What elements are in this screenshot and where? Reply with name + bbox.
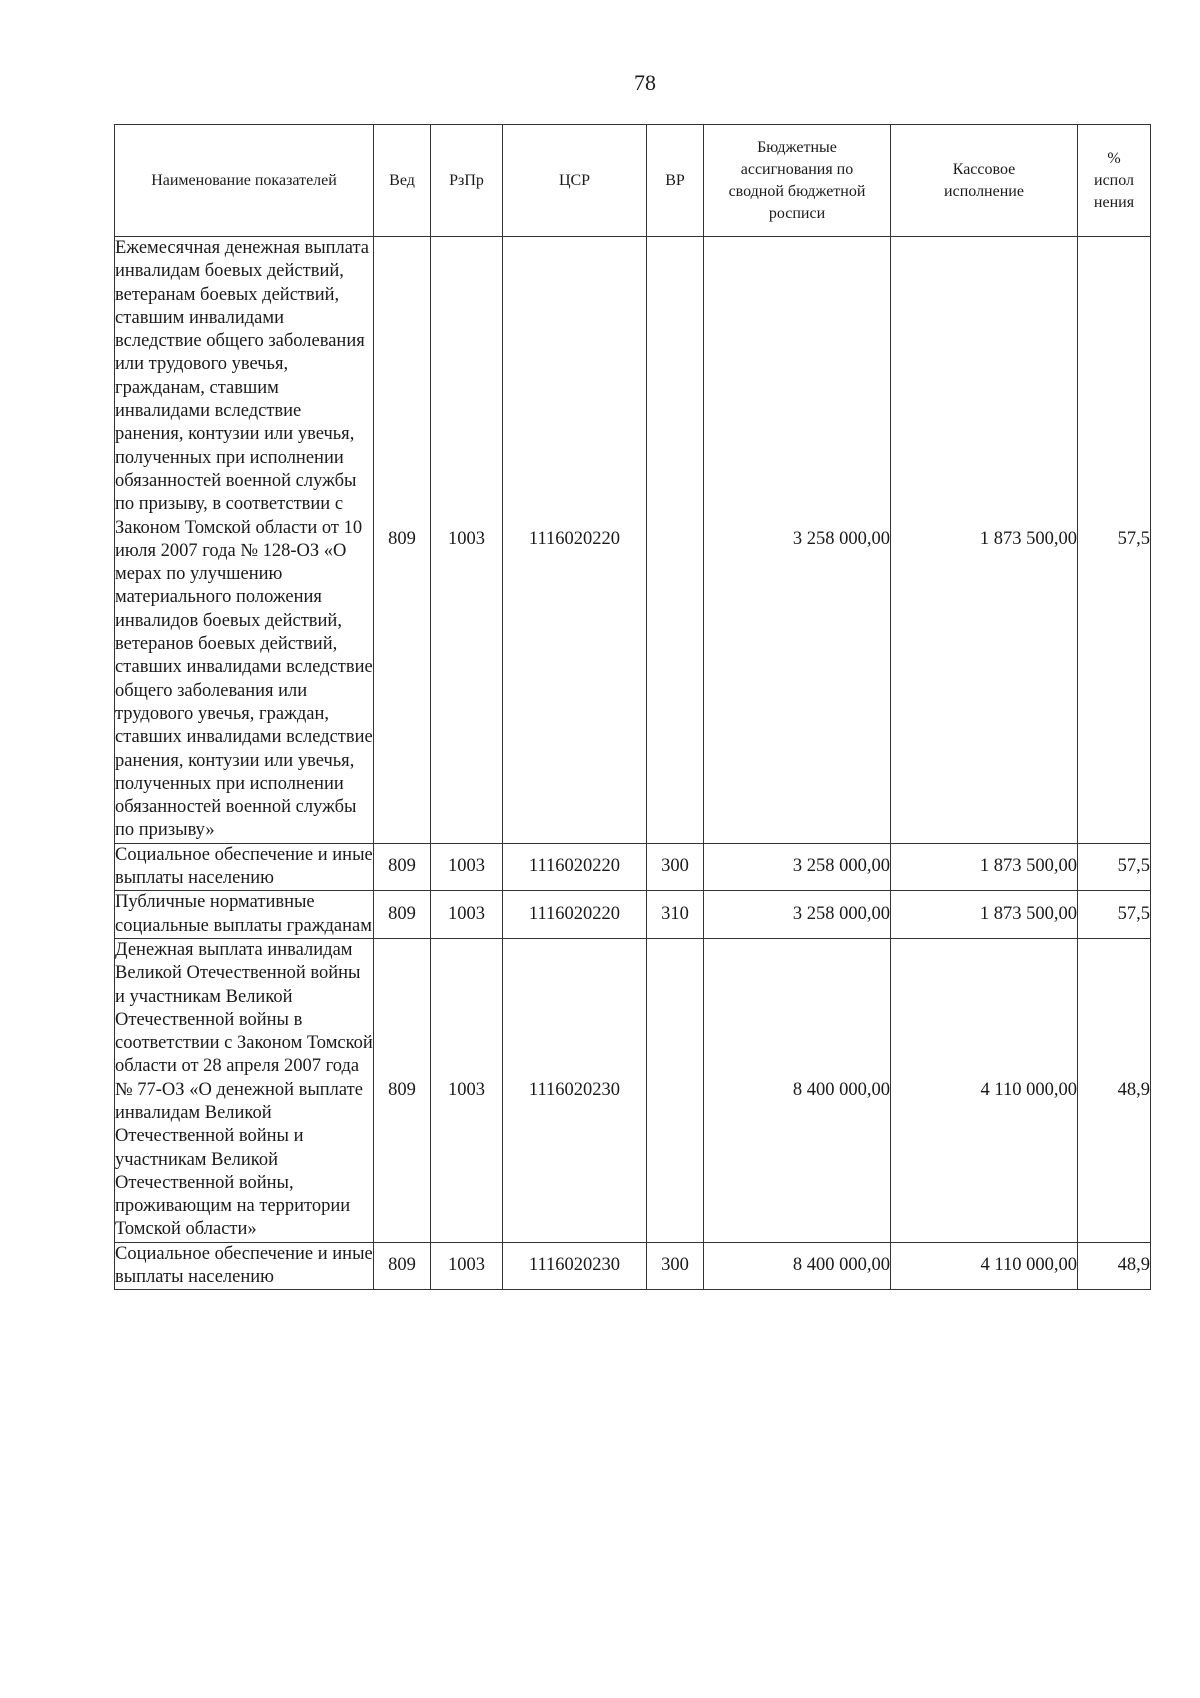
row-name: Денежная выплата инвалидам Великой Отечественной войны и участникам Великой Отечественной войны в соответствии с Законом Томской области от 28 апреля 2007 года № 77-ОЗ «О денежной выплате инвалидам Великой Отечественной войны и участникам Великой Отечественной войны, проживающим на территории Томской области» — [115, 938, 374, 1242]
header-ved: Вед — [374, 125, 431, 237]
table-row — [115, 938, 1151, 1242]
table-row — [115, 843, 1151, 891]
row-budget: 8 400 000,00 — [704, 1242, 891, 1290]
row-ved: 809 — [374, 843, 431, 891]
header-cash: Кассовое исполнение — [891, 125, 1078, 237]
row-name: Публичные нормативные социальные выплаты гражданам — [115, 891, 374, 939]
header-percent: % испол нения — [1078, 125, 1151, 237]
row-percent: 48,9 — [1078, 938, 1151, 1242]
row-percent: 57,5 — [1078, 237, 1151, 844]
row-rzpr: 1003 — [431, 1242, 503, 1290]
row-rzpr: 1003 — [431, 938, 503, 1242]
row-ved: 809 — [374, 891, 431, 939]
row-ved: 809 — [374, 237, 431, 844]
header-budget: Бюджетные ассигнования по сводной бюджетной росписи — [704, 125, 891, 237]
row-vr — [647, 237, 704, 844]
row-rzpr: 1003 — [431, 843, 503, 891]
table-row — [115, 1242, 1151, 1290]
row-vr: 300 — [647, 843, 704, 891]
row-csr: 1116020220 — [503, 237, 647, 844]
row-percent: 48,9 — [1078, 1242, 1151, 1290]
row-budget: 3 258 000,00 — [704, 237, 891, 844]
row-csr: 1116020230 — [503, 938, 647, 1242]
row-percent: 57,5 — [1078, 843, 1151, 891]
row-name: Социальное обеспечение и иные выплаты населению — [115, 1242, 374, 1290]
header-vr: ВР — [647, 125, 704, 237]
budget-table — [114, 124, 1151, 1290]
row-budget: 3 258 000,00 — [704, 891, 891, 939]
row-ved: 809 — [374, 938, 431, 1242]
row-rzpr: 1003 — [431, 891, 503, 939]
row-name: Ежемесячная денежная выплата инвалидам боевых действий, ветеранам боевых действий, ставшим инвалидами вследствие общего заболевания или трудового увечья, гражданам, ставшим инвалидами вследствие ранения, контузии или увечья, полученных при исполнении обязанностей военной службы по призыву, в соответствии с Законом Томской области от 10 июля 2007 года № 128-ОЗ «О мерах по улучшению материального положения инвалидов боевых действий, ветеранов боевых действий, ставших инвалидами вследствие общего заболевания или трудового увечья, граждан, ставших инвалидами вследствие ранения, контузии или увечья, полученных при исполнении обязанностей военной службы по призыву» — [115, 237, 374, 844]
row-vr: 310 — [647, 891, 704, 939]
row-name: Социальное обеспечение и иные выплаты населению — [115, 843, 374, 891]
row-cash: 1 873 500,00 — [891, 843, 1078, 891]
row-csr: 1116020220 — [503, 891, 647, 939]
row-cash: 4 110 000,00 — [891, 938, 1078, 1242]
table-header-row — [115, 125, 1151, 237]
table-row — [115, 891, 1151, 939]
row-vr: 300 — [647, 1242, 704, 1290]
header-rzpr: РзПр — [431, 125, 503, 237]
row-cash: 1 873 500,00 — [891, 891, 1078, 939]
row-cash: 4 110 000,00 — [891, 1242, 1078, 1290]
row-ved: 809 — [374, 1242, 431, 1290]
table-row — [115, 237, 1151, 844]
row-csr: 1116020220 — [503, 843, 647, 891]
row-vr — [647, 938, 704, 1242]
header-name: Наименование показателей — [115, 125, 374, 237]
row-csr: 1116020230 — [503, 1242, 647, 1290]
row-budget: 8 400 000,00 — [704, 938, 891, 1242]
page-number: 78 — [634, 70, 656, 95]
header-csr: ЦСР — [503, 125, 647, 237]
row-cash: 1 873 500,00 — [891, 237, 1078, 844]
row-budget: 3 258 000,00 — [704, 843, 891, 891]
row-rzpr: 1003 — [431, 237, 503, 844]
row-percent: 57,5 — [1078, 891, 1151, 939]
